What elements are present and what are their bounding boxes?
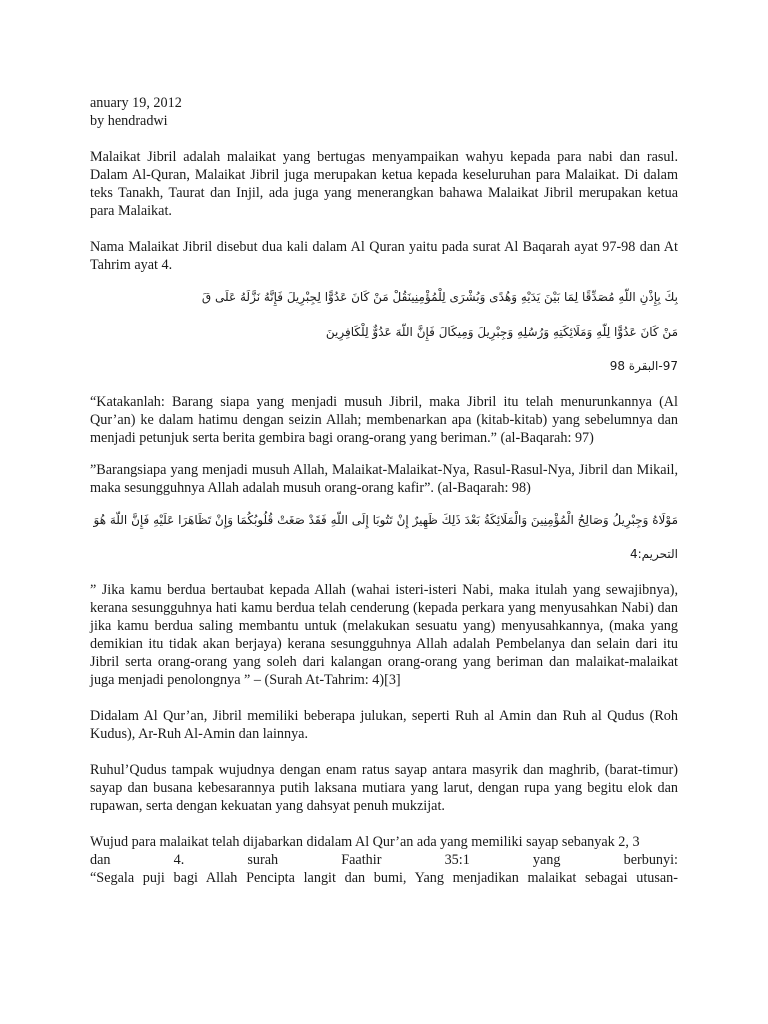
arabic-tahrim-verse <box>90 511 678 563</box>
paragraph-intro: Malaikat Jibril adalah malaikat yang bertugas menyampaikan wahyu kepada para nabi dan rasul. Dalam Al-Quran, Malaikat Jibril juga merupakan ketua kepada keseluruhan para Malaikat. Di dalam teks Tanakh, Taurat dan Injil, ada juga yang menerangkan bahawa Malaikat Jibril merupakan ketua para Malaikat. <box>90 149 678 219</box>
paragraph-titles: Didalam Al Qur’an, Jibril memiliki beberapa julukan, seperti Ruh al Amin dan Ruh al Qudus (Roh Kudus), Ar-Ruh Al-Amin dan lainnya. <box>90 708 678 742</box>
arabic-baqarah-line-1: بِكَ بِإِذْنِ اللَّهِ مُصَدِّقًا لِمَا بَيْنَ يَدَيْهِ وَهُدًى وَبُشْرَى لِلْمُؤْمِنِينَقُلْ مَنْ كَانَ عَدُوًّا لِجِبْرِيلَ فَإِنَّهُ نَزَّلَهُ عَلَى قَ <box>201 290 678 304</box>
paragraph-wings-line-2: dan 4. surah Faathir 35:1 yang berbunyi: <box>90 852 678 868</box>
arabic-tahrim-line-1: مَوْلَاهُ وَجِبْرِيلُ وَصَالِحُ الْمُؤْمِنِينَ وَالْمَلَائِكَةُ بَعْدَ ذَلِكَ ظَهِيرٌ إِنْ تَتُوبَا إِلَى اللَّهِ فَقَدْ صَغَتْ قُلُوبُكُمَا وَإِنْ تَظَاهَرَا عَلَيْهِ فَإِنَّ اللَّهَ هُوَ <box>93 513 678 527</box>
paragraph-wings-line-1: Wujud para malaikat telah dijabarkan didalam Al Qur’an ada yang memiliki sayap sebanyak 2, 3 <box>90 834 640 850</box>
paragraph-mentions: Nama Malaikat Jibril disebut dua kali dalam Al Quran yaitu pada surat Al Baqarah ayat 97-98 dan At Tahrim ayat 4. <box>90 239 678 273</box>
post-date: anuary 19, 2012 <box>90 95 182 111</box>
paragraph-wings-line-3: “Segala puji bagi Allah Pencipta langit dan bumi, Yang menjadikan malaikat sebagai utusan- <box>90 870 678 886</box>
arabic-baqarah-verses <box>90 288 678 375</box>
document-page <box>90 94 678 887</box>
arabic-tahrim-reference: التحريم:4 <box>630 547 678 561</box>
paragraph-tahrim-translation: ” Jika kamu berdua bertaubat kepada Allah (wahai isteri-isteri Nabi, maka itulah yang sewajibnya), kerana sesungguhnya hati kamu berdua telah cenderung (kepada perkara yang menyusahkan Nabi) dan jika kamu berdua saling membantu untuk (melakukan sesuatu yang) menyusahkannya, (maka yang demikian itu tidak akan berjaya) kerana sesungguhnya Allah adalah Pembelanya dan selain dari itu Jibril serta orang-orang yang soleh dari kalangan orang-orang yang beriman dan malaikat-malaikat juga menjadi penolongnya ” – (Surah At-Tahrim: 4)[3] <box>90 582 678 688</box>
paragraph-ruhul-qudus: Ruhul’Qudus tampak wujudnya dengan enam ratus sayap antara masyrik dan maghrib, (barat-timur) sayap dan busana kebesarannya putih laksana mutiara yang larut, dengan rupa yang begitu elok dan rupawan, serta dengan kekuatan yang dahsyat penuh mukzijat. <box>90 762 678 814</box>
paragraph-baqarah-98-translation: ”Barangsiapa yang menjadi musuh Allah, Malaikat-Malaikat-Nya, Rasul-Rasul-Nya, Jibril dan Mikail, maka sesungguhnya Allah adalah musuh orang-orang kafir”. (al-Baqarah: 98) <box>90 462 678 496</box>
post-author: by hendradwi <box>90 113 168 129</box>
paragraph-wings <box>90 833 678 887</box>
arabic-baqarah-line-2: مَنْ كَانَ عَدُوًّا لِلَّهِ وَمَلَائِكَتِهِ وَرُسُلِهِ وَجِبْرِيلَ وَمِيكَالَ فَإِنَّ اللَّهَ عَدُوٌّ لِلْكَافِرِينَ <box>325 325 678 339</box>
paragraph-baqarah-97-translation: “Katakanlah: Barang siapa yang menjadi musuh Jibril, maka Jibril itu telah menurunkannya (Al Qur’an) ke dalam hatimu dengan seizin Allah; membenarkan apa (kitab-kitab) yang sebelumnya dan menjadi petunjuk serta berita gembira bagi orang-orang yang beriman.” (al-Baqarah: 97) <box>90 394 678 446</box>
arabic-baqarah-reference: 97-البقرة 98 <box>609 359 678 373</box>
